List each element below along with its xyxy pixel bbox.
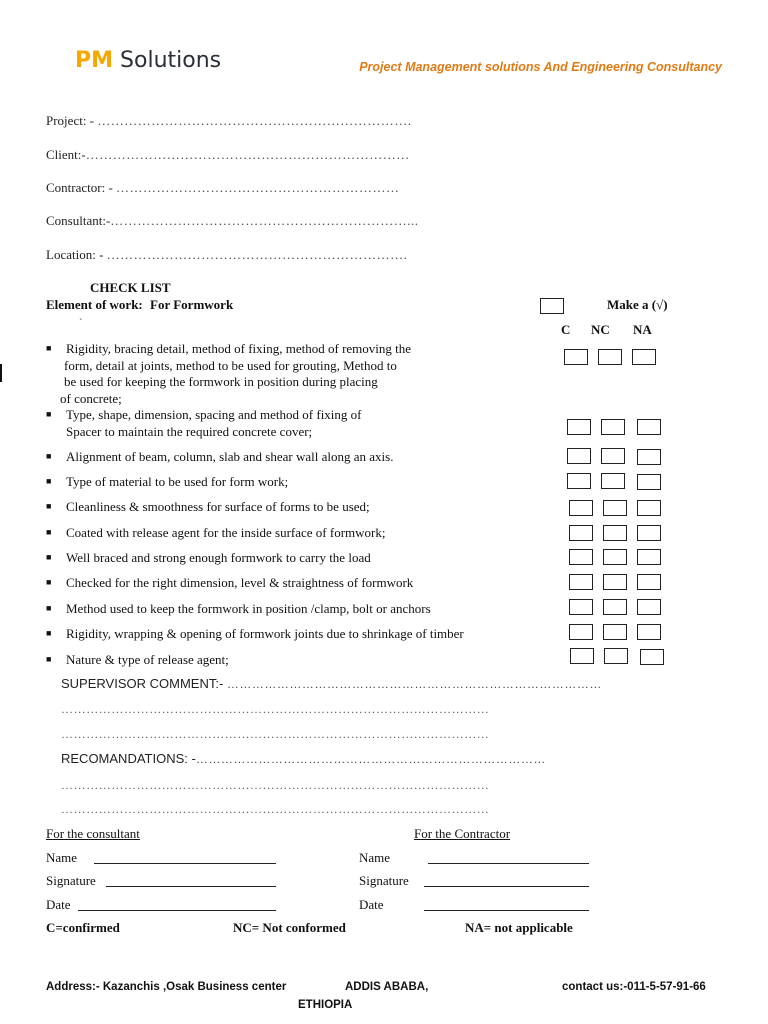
logo-solutions: Solutions [120, 48, 222, 73]
item-8-na-checkbox[interactable] [637, 574, 661, 590]
consultant-name-label: Name [46, 850, 78, 865]
contractor-name-label: Name [359, 850, 391, 865]
consultant-date-line[interactable] [78, 910, 276, 911]
contractor-label: Contractor: - [46, 180, 117, 195]
project-dots: ……………………………………………………………. [97, 113, 412, 128]
item-9-nc-checkbox[interactable] [603, 599, 627, 615]
contractor-date-label: Date [359, 897, 384, 912]
item-2-na-checkbox[interactable] [637, 419, 661, 435]
contractor-signature-label: Signature [359, 873, 409, 888]
consultant-heading: For the consultant [46, 826, 140, 841]
item-1-c-checkbox[interactable] [564, 349, 588, 365]
client-field[interactable] [46, 147, 410, 163]
item-3-c-checkbox[interactable] [567, 448, 591, 464]
checklist-title: CHECK LIST [90, 280, 171, 295]
project-label: Project: - [46, 113, 98, 128]
contractor-heading: For the Contractor [414, 826, 511, 841]
checklist-item-10: ■ Rigidity, wrapping & opening of formwork joints due to shrinkage of timber [46, 626, 464, 641]
col-na-header: NA [633, 322, 652, 337]
supervisor-comment-dots: ……………………………………………………………………………… [226, 677, 602, 691]
comment-line-2[interactable]: ………………………………………………………………………………………… [61, 727, 490, 741]
checklist-item-3: ■ Alignment of beam, column, slab and shear wall along an axis. [46, 449, 394, 464]
checklist-item-8: ■ Checked for the right dimension, level & straightness of formwork [46, 575, 414, 590]
checklist-item-7: ■ Well braced and strong enough formwork to carry the load [46, 550, 371, 565]
footer-city: ADDIS ABABA, [345, 981, 429, 993]
location-dots: …………………………………………………………. [106, 247, 408, 262]
contractor-dots: ……………………………………………………… [116, 180, 400, 195]
margin-mark [0, 364, 2, 382]
item-2-nc-checkbox[interactable] [601, 419, 625, 435]
item-2-c-checkbox[interactable] [567, 419, 591, 435]
checklist-item-11: ■ Nature & type of release agent; [46, 652, 229, 667]
checklist-item-5: ■ Cleanliness & smoothness for surface of forms to be used; [46, 499, 370, 514]
item-3-nc-checkbox[interactable] [601, 448, 625, 464]
checklist-item-9: ■ Method used to keep the formwork in position /clamp, bolt or anchors [46, 601, 431, 616]
supervisor-comment-label: SUPERVISOR COMMENT:- [61, 676, 227, 691]
company-logo [75, 48, 221, 73]
item-8-nc-checkbox[interactable] [603, 574, 627, 590]
make-a-checkbox[interactable] [540, 298, 564, 314]
item-7-c-checkbox[interactable] [569, 549, 593, 565]
client-dots: ……………………………………………………………… [85, 147, 410, 162]
consultant-name-line[interactable] [94, 863, 276, 864]
item-4-nc-checkbox[interactable] [601, 473, 625, 489]
item-4-c-checkbox[interactable] [567, 473, 591, 489]
item-5-nc-checkbox[interactable] [603, 500, 627, 516]
recommendations[interactable] [61, 751, 546, 766]
legend-not-applicable: NA= not applicable [465, 920, 573, 935]
item-7-nc-checkbox[interactable] [603, 549, 627, 565]
item-6-nc-checkbox[interactable] [603, 525, 627, 541]
legend-not-conformed: NC= Not conformed [233, 920, 346, 935]
location-field[interactable] [46, 247, 407, 263]
contractor-field[interactable] [46, 180, 400, 196]
item-11-c-checkbox[interactable] [570, 648, 594, 664]
element-of-work [46, 297, 233, 313]
item-6-c-checkbox[interactable] [569, 525, 593, 541]
item-7-na-checkbox[interactable] [637, 549, 661, 565]
item-9-c-checkbox[interactable] [569, 599, 593, 615]
tick-mark: ` [79, 318, 83, 329]
item-10-nc-checkbox[interactable] [603, 624, 627, 640]
item-5-c-checkbox[interactable] [569, 500, 593, 516]
checklist-item-1: ■ Rigidity, bracing detail, method of fixing, method of removing the form, detail at joints, method to be used for grouting, Method to be used for keeping the formwork in position during placing of concrete; [46, 341, 412, 406]
consultant-signature-label: Signature [46, 873, 96, 888]
item-5-na-checkbox[interactable] [637, 500, 661, 516]
recommendation-line-2[interactable]: ………………………………………………………………………………………… [61, 802, 490, 816]
company-tagline: Project Management solutions And Engineering Consultancy [359, 60, 722, 74]
element-label: Element of work: [46, 297, 143, 312]
logo-pm: PM [75, 48, 114, 73]
project-field[interactable] [46, 113, 412, 129]
client-label: Client:- [46, 147, 86, 162]
item-3-na-checkbox[interactable] [637, 449, 661, 465]
checklist-item-4: ■ Type of material to be used for form work; [46, 474, 289, 489]
recommendation-line-1[interactable]: ………………………………………………………………………………………… [61, 778, 490, 792]
item-10-c-checkbox[interactable] [569, 624, 593, 640]
contractor-signature-line[interactable] [424, 886, 589, 887]
col-c-header: C [561, 322, 571, 337]
make-a-label: Make a (√) [607, 297, 668, 312]
item-11-nc-checkbox[interactable] [604, 648, 628, 664]
element-value: For Formwork [150, 297, 234, 312]
footer-country: ETHIOPIA [298, 999, 353, 1011]
consultant-dots: …………………………………………………………... [110, 213, 419, 228]
checklist-item-6: ■ Coated with release agent for the inside surface of formwork; [46, 525, 386, 540]
consultant-label: Consultant:- [46, 213, 111, 228]
footer-contact: contact us:-011-5-57-91-66 [562, 981, 706, 993]
footer-address: Address:- Kazanchis ,Osak Business center [46, 981, 287, 993]
consultant-date-label: Date [46, 897, 71, 912]
item-1-nc-checkbox[interactable] [598, 349, 622, 365]
contractor-date-line[interactable] [424, 910, 589, 911]
location-label: Location: - [46, 247, 107, 262]
supervisor-comment[interactable] [61, 676, 602, 691]
recommendations-label: RECOMANDATIONS: - [61, 751, 196, 766]
contractor-name-line[interactable] [428, 863, 589, 864]
item-8-c-checkbox[interactable] [569, 574, 593, 590]
consultant-signature-line[interactable] [106, 886, 276, 887]
col-nc-header: NC [591, 322, 610, 337]
checklist-item-2: ■ Type, shape, dimension, spacing and method of fixing of Spacer to maintain the required concrete cover; [46, 407, 362, 439]
item-6-na-checkbox[interactable] [637, 525, 661, 541]
item-1-na-checkbox[interactable] [632, 349, 656, 365]
item-10-na-checkbox[interactable] [637, 624, 661, 640]
legend-confirmed: C=confirmed [46, 920, 120, 935]
consultant-field[interactable] [46, 213, 419, 229]
item-9-na-checkbox[interactable] [637, 599, 661, 615]
item-11-na-checkbox[interactable] [640, 649, 664, 665]
item-4-na-checkbox[interactable] [637, 474, 661, 490]
comment-line-1[interactable]: ………………………………………………………………………………………… [61, 702, 490, 716]
recommendations-dots: ………………………………………………………………………… [195, 752, 546, 766]
